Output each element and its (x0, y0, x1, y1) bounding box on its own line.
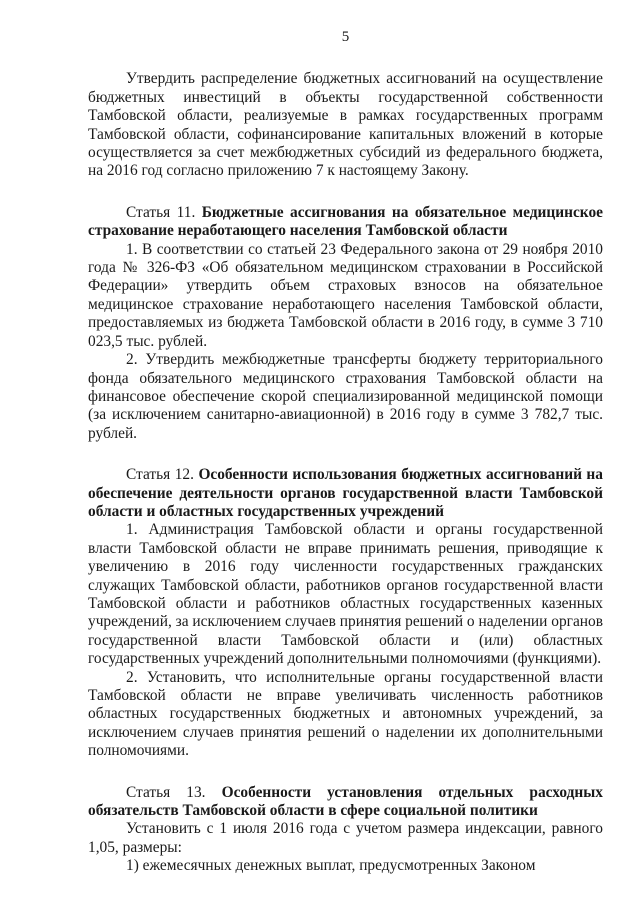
article-13-heading (88, 784, 603, 821)
article-12-heading (88, 466, 603, 521)
article-12-label: Статья 12. (126, 466, 194, 484)
document-page (88, 28, 603, 876)
article-11-title: Бюджетные ассигнования на обязательное медицинское страхование неработающего населения Тамбовской области (88, 203, 603, 240)
article-11-item-1: 1. В соответствии со статьей 23 Федерального закона от 29 ноября 2010 года № 326-ФЗ «Об обязательном медицинском страховании в Российской Федерации» утвердить объем страховых взносов на обязательное медицинское страхование неработающего населения Тамбовской области, предоставляемых из бюджета Тамбовской области в 2016 году, в сумме 3 710 023,5 тыс. рублей. (88, 240, 603, 350)
article-11-label: Статья 11. (126, 203, 196, 221)
article-12-item-2: 2. Установить, что исполнительные органы государственной власти Тамбовской области не вправе увеличивать численность работников областных государственных бюджетных и автономных учреждений, за исключением случаев принятия решений о наделении их дополнительными полномочиями. (88, 668, 603, 760)
intro-paragraph: Утвердить распределение бюджетных ассигнований на осуществление бюджетных инвестиций в объекты государственной собственности Тамбовской области, реализуемые в рамках государственных программ Тамбовской области, софинансирование капитальных вложений в которые осуществляется за счет межбюджетных субсидий из федерального бюджета, на 2016 год согласно приложению 7 к настоящему Закону. (88, 70, 603, 180)
article-12-item-1: 1. Администрация Тамбовской области и органы государственной власти Тамбовской области не вправе принимать решения, приводящие к увеличению в 2016 году численности государственных гражданских служащих Тамбовской области, работников органов государственной власти Тамбовской области и работников областных государственных казенных учреждений, за исключением случаев принятия решений о наделении органов государственной власти Тамбовской области и (или) областных государственных учреждений дополнительными полномочиями (функциями). (88, 521, 603, 668)
article-11-heading (88, 204, 603, 241)
article-11-item-2: 2. Утвердить межбюджетные трансферты бюджету территориального фонда обязательного медицинского страхования Тамбовской области на финансовое обеспечение скорой специализированной медицинской помощи (за исключением санитарно-авиационной) в 2016 году в сумме 3 782,7 тыс. рублей. (88, 351, 603, 442)
article-13-title: Особенности установления отдельных расходных обязательств Тамбовской области в сфере социальной политики (88, 783, 603, 820)
page-number: 5 (341, 29, 350, 45)
article-12-title: Особенности использования бюджетных ассигнований на обеспечение деятельности органов государственной власти Тамбовской области и областных государственных учреждений (88, 466, 603, 520)
article-13-item-2: 1) ежемесячных денежных выплат, предусмотренных Законом (126, 857, 536, 875)
article-13-label: Статья 13. (126, 783, 206, 801)
article-13-item-1: Установить с 1 июля 2016 года с учетом размера индексации, равного 1,05, размеры: (88, 820, 603, 856)
